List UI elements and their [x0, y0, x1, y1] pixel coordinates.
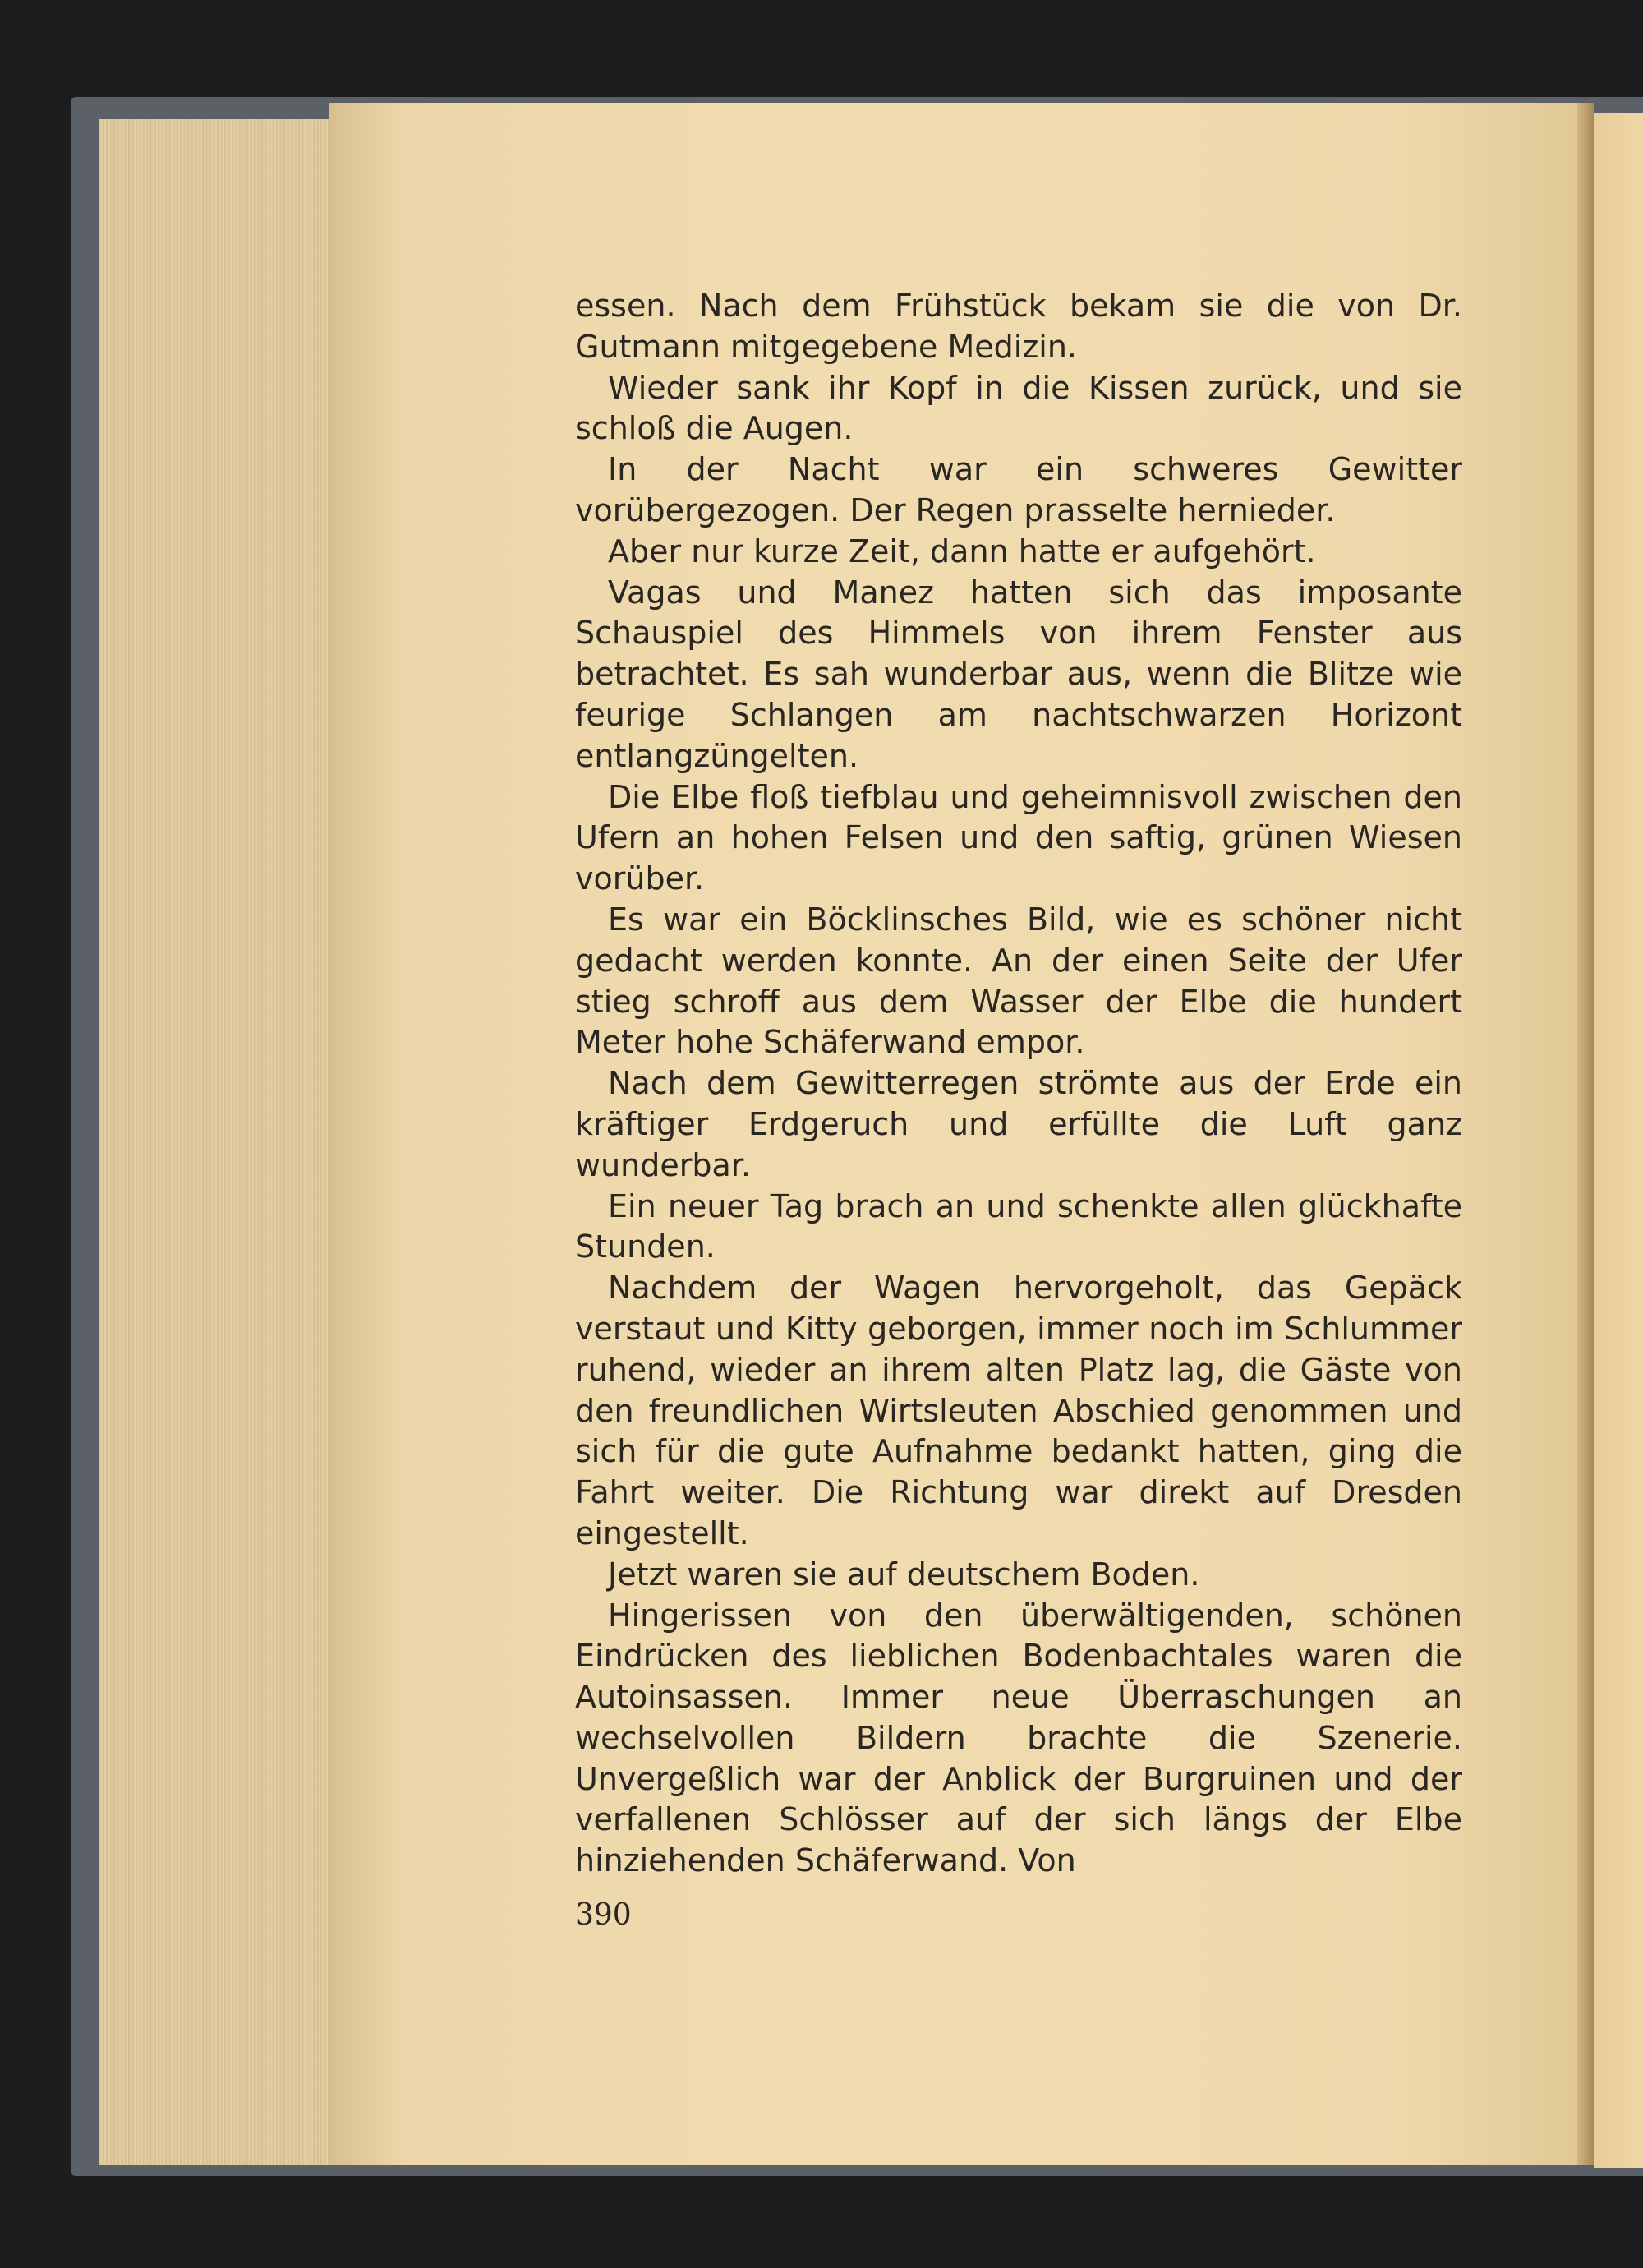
- paragraph: Es war ein Böcklinsches Bild, wie es schöner nicht gedacht werden konnte. An der einen Seite der Ufer stieg schroff aus dem Wasser der Elbe die hundert Meter hohe Schäferwand empor.: [575, 901, 1462, 1061]
- paragraph: Jetzt waren sie auf deutschem Boden.: [608, 1556, 1200, 1593]
- paragraph: Wieder sank ihr Kopf in die Kissen zurück, und sie schloß die Augen.: [575, 369, 1462, 447]
- book-gutter: [1577, 103, 1594, 2165]
- paragraph: Nach dem Gewitterregen strömte aus der Erde ein kräftiger Erdgeruch und erfüllte die Luft ganz wunderbar.: [575, 1065, 1462, 1183]
- paragraph: Die Elbe floß tiefblau und geheimnisvoll zwischen den Ufern an hohen Felsen und den saftig, grünen Wiesen vorüber.: [575, 778, 1462, 897]
- paragraph: In der Nacht war ein schweres Gewitter vorübergezogen. Der Regen prasselte hernieder.: [575, 451, 1462, 528]
- paragraph: essen. Nach dem Frühstück bekam sie die von Dr. Gutmann mitgegebene Medizin.: [575, 288, 1462, 365]
- paragraph: Aber nur kurze Zeit, dann hatte er aufgehört.: [608, 532, 1316, 569]
- page-edges: [99, 119, 345, 2165]
- facing-page-edge: [1594, 113, 1643, 2168]
- page-number: 390: [575, 1898, 632, 1932]
- paragraph: Ein neuer Tag brach an und schenkte allen glückhafte Stunden.: [575, 1187, 1462, 1265]
- page-text: [575, 286, 1462, 1882]
- paragraph: Hingerissen von den überwältigenden, schönen Eindrücken des lieblichen Bodenbachtales waren die Autoinsassen. Immer neue Überraschungen an wechselvollen Bildern brachte die Szenerie. Unvergeßlich war der Anblick der Burgruinen und der verfallenen Schlösser auf der sich längs der Elbe hinziehenden Schäferwand. Von: [575, 1597, 1462, 1879]
- paragraph: Nachdem der Wagen hervorgeholt, das Gepäck verstaut und Kitty geborgen, immer noch im Schlummer ruhend, wieder an ihrem alten Platz lag, die Gäste von den freundlichen Wirtsleuten Abschied genommen und sich für die gute Aufnahme bedankt hatten, ging die Fahrt weiter. Die Richtung war direkt auf Dresden eingestellt.: [575, 1270, 1462, 1551]
- paragraph: Vagas und Manez hatten sich das imposante Schauspiel des Himmels von ihrem Fenster aus betrachtet. Es sah wunderbar aus, wenn die Blitze wie feurige Schlangen am nachtschwarzen Horizont entlangzüngelten.: [575, 574, 1462, 774]
